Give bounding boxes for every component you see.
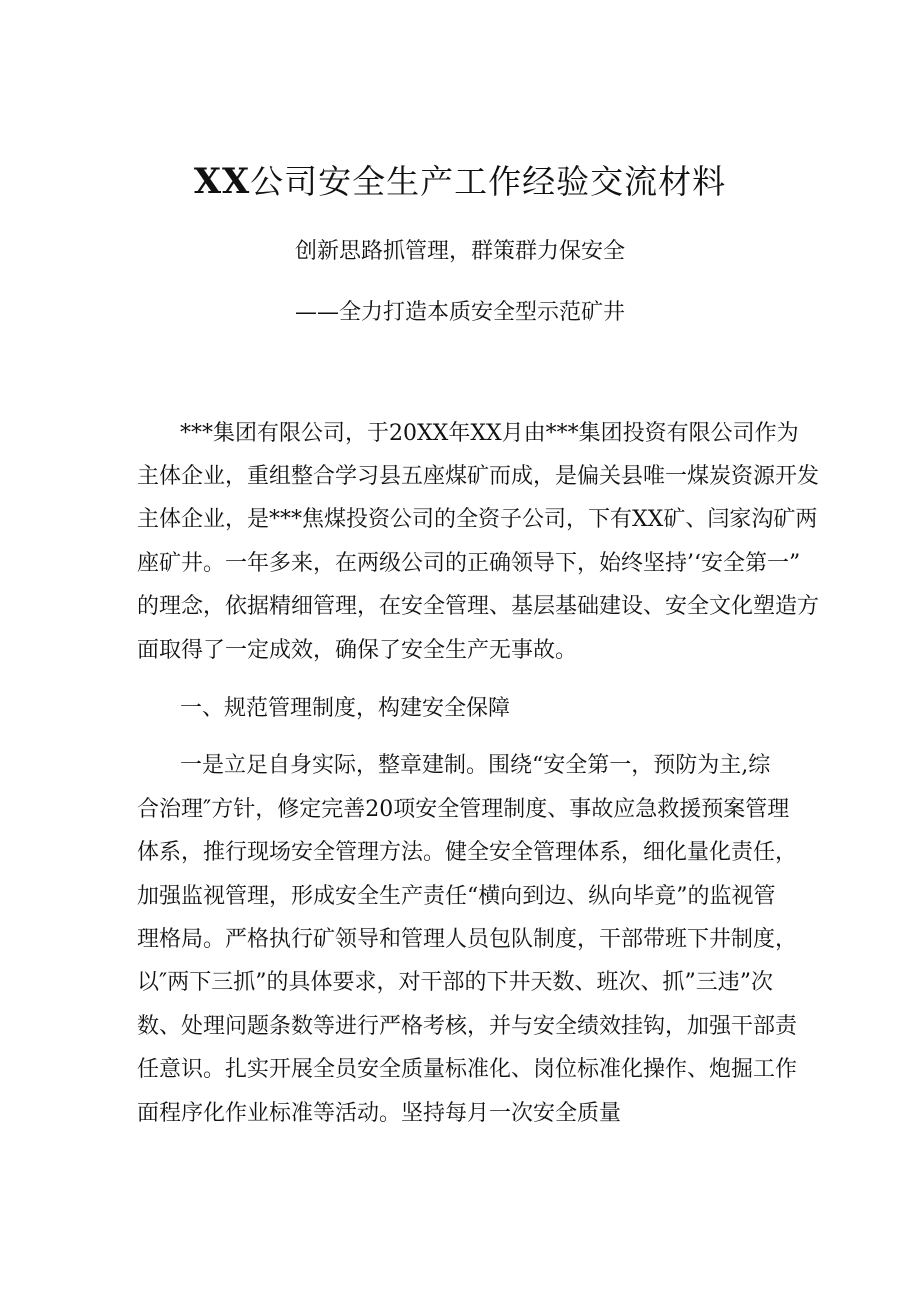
subtitle-main: 创新思路抓管理，群策群力保安全 xyxy=(294,239,625,264)
intro-line: 面取得了一定成效，确保了安全生产无事故。 xyxy=(137,638,578,663)
body-line: 一是立足自身实际，整章建制。围绕“安全第一，预防为主,综 xyxy=(180,753,771,778)
intro-line: 主体企业，重组整合学习县五座煤矿而成，是偏关县唯一煤炭资源开发 xyxy=(137,464,820,489)
title-prefix: XX xyxy=(193,161,251,202)
title-text: 公司安全生产工作经验交流材料 xyxy=(250,162,727,201)
body-line: 数、处理问题条数等进行严格考核，并与安全绩效挂钩，加强干部责 xyxy=(137,1014,798,1039)
intro-line: ***集团有限公司，于20XX年XX月由***集团投资有限公司作为 xyxy=(180,421,799,446)
body-line: 理格局。严格执行矿领导和管理人员包队制度，干部带班下井制度， xyxy=(137,927,798,952)
body-line: 合治理″方针，修定完善20项安全管理制度、事故应急救援预案管理 xyxy=(137,797,790,822)
intro-line: 座矿井。一年多来，在两级公司的正确领导下，始终坚持’‘安全第一” xyxy=(137,551,801,576)
body-line: 以″两下三抓”的具体要求，对干部的下井天数、班次、抓”三违”次 xyxy=(137,970,773,995)
intro-line: 主体企业，是***焦煤投资公司的全资子公司，下有XX矿、闫家沟矿两 xyxy=(137,507,818,532)
body-line: 体系，推行现场安全管理方法。健全安全管理体系，细化量化责任， xyxy=(137,840,798,865)
body-line: 任意识。扎实开展全员安全质量标准化、岗位标准化操作、炮掘工作 xyxy=(137,1057,798,1082)
body-line: 面程序化作业标准等活动。坚持每月一次安全质量 xyxy=(137,1101,622,1126)
body-line: 加强监视管理，形成安全生产责任“横向到边、纵向毕竟”的监视管 xyxy=(137,884,776,909)
intro-line: 的理念，依据精细管理，在安全管理、基层基础建设、安全文化塑造方 xyxy=(137,594,820,619)
document-title xyxy=(0,158,920,206)
subtitle-secondary: ——全力打造本质安全型示范矿井 xyxy=(294,300,625,325)
section-heading: 一、规范管理制度，构建安全保障 xyxy=(180,696,511,721)
